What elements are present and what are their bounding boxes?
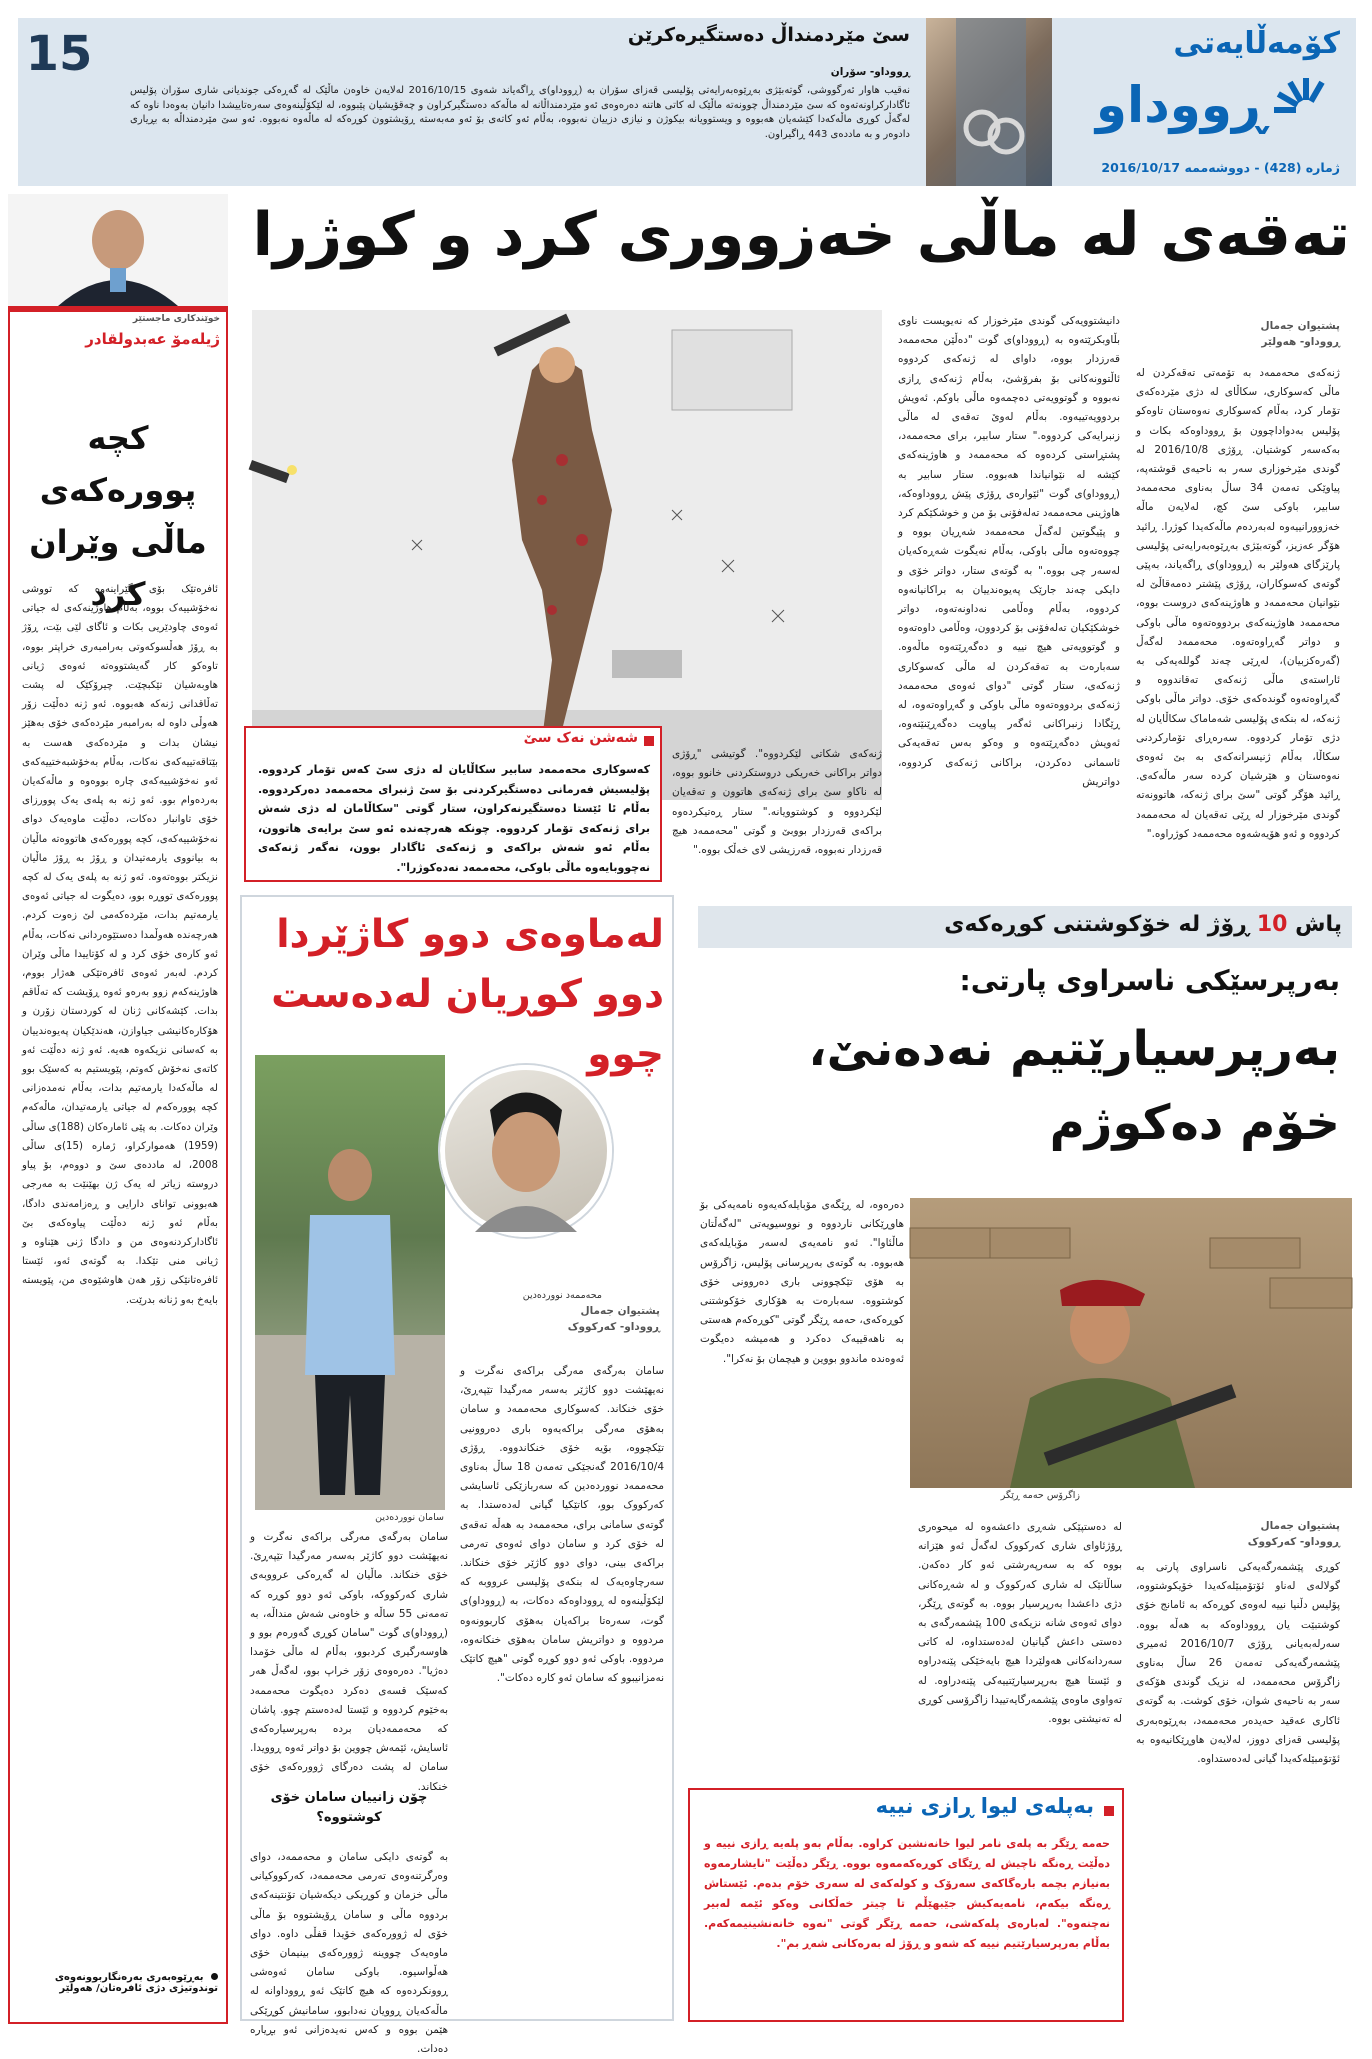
saman-photo-caption: سامان نووردەدین [375,1512,444,1523]
saman-photo [255,1055,445,1510]
brief-top-title: سێ مێردمنداڵ دەستگیرەکرێن [627,24,910,46]
brief-top-dateline: ڕووداو- سۆران [830,66,910,78]
story-two-subhead: چۆن زانییان سامان خۆی کوشتووە؟ [270,1790,428,1825]
story-two-byline [470,1303,660,1335]
quote-box [244,726,662,882]
columnist-name-bar [8,306,228,312]
quote-box-marker [644,736,654,746]
main-byline-name: پشتیوان جەمال [1260,320,1340,332]
story-three-byline-place: ڕووداو- کەرکووک [1247,1536,1340,1548]
story-three-kicker-number: 10 [1256,912,1288,937]
rank-box-title: بەپلەی لیوا ڕازی نییە [875,1794,1094,1818]
story-two-col-a: سامان بەرگەی مەرگی براکەی نەگرت و نەیهێشت دوو کاژێر بەسەر مەرگیدا تێپەڕێ، خۆی خنکاند. کەسوکاری محەممەد و سامان بەهۆی مەرگی براکەیەوە باری دەروونیی تێکچووە، بۆیە خۆی خنکاندووە. ڕۆژی 2016/10/4 گەنجێکی تەمەن 18 ساڵ بەناوی محەممەد نووردەدین کە سەربازێکی ئاسایشی کەرکووک بوو، کاتێکیا گیانی لەدەستدا. بە گوتەی سامانی برای، محەممەد بە هەڵە تەقەی لە خۆی کرد و سامان دوای ئەوەی تەرمی براکەی بینی، دوای دوو کاژێر خۆی خنکاند. سەرچاوەیەک لە بنکەی پۆلیسی عرووبە کە لێکۆڵینەوە لە ڕووداوەکە دەکات، بە (ڕووداو)ی گوت، سەرەتا براکەیان بەهۆی کاربوونەوە مردووە و دواتریش سامان بەهۆی خنکانەوە، مردووە. باوکی ئەو دوو کوڕە گوتی "هیچ کاتێک نەمزانیبوو کە سامان ئەو کارە دەکات". [460,1365,665,1685]
story-two-byline-place: ڕووداو- کەرکووک [567,1321,660,1333]
zagros-photo [910,1198,1352,1488]
bullet-icon [211,1973,218,1980]
story-three-kicker [710,912,1342,937]
story-three-subhead: بەرپرسێکی ناسراوی پارتی: [959,964,1340,997]
rank-box-marker [1104,1806,1114,1816]
story-three-kicker-prefix: پاش [1295,912,1342,937]
story-three-col-2: لە دەستپێکی شەڕی داعشەوە لە میحوەری ڕۆژئاوای شاری کەرکووک لەگەڵ ئەو هێزانە بووە کە بە سەرپەرشتی ئەو کار دەکەن. ساڵانێک لە شاری کەرکووک و لە شەڕەکانی دژی داعشدا بەرپرسیار بووە. بە گوتەی ڕێگر، دوای ئەوەی شانە نزیکەی 100 پێشمەرگەی بە دەستی داعش گیانیان لەدەستداوە، لە کاتی سەردانەکانی هەولێردا هیچ بایەخێکی پێنەدراوە و ئێستا هیچ بەرپرسیارێتییەکی پێنەدراوە. لە تەواوی ماوەی پێشمەرگایەتییدا زاگرۆسی کوڕی لە تەنیشتی بووە. [918,1521,1122,1726]
mohammed-photo-caption: محەممەد نووردەدین [522,1290,602,1301]
columnist-name: ژیلەمۆ عەبدولقادر [85,330,220,348]
main-col-2: دانیشتوویەکی گوندی مێرخوزار کە نەیویست ناوی بڵاوبکرێتەوە بە (ڕووداو)ی گوت "دەڵێن محەممەد قەرزدار بووە، داوای لە ژنەکەی کردووە ئاڵتوونەکانی بۆ بفرۆشێ، بەڵام ژنەکەی ڕازی نەبووە و گوتوویەتی دەچمەوە ماڵی باوکم. ئەویش بردوویەتییەوە. بەڵام لەوێ تەقەی لە ماڵی زنبرایەکی کردووە." ستار سابیر، برای محەممەد، پشتڕاستی کردەوە کە محەممەد و هاوژینەکەی کێشە لە نێوانیاندا هەبووە. ستار سابیر بە (ڕووداو)ی گوت "ئێوارەی ڕۆژی پێش ڕووداوەکە، هاوژینی محەممەد تەلەفۆنی بۆ من و خوشکێکم کرد و پێیگوتین لەگەڵ محەممەد شەڕیان بووە و چووەتەوە ماڵی باوکی، بەڵام نەیگوت شەڕەکەیان لەسەر چی بووە." بە گوتەی ستار، دواتر خۆی و دایکی چەند جارێک پەیوەندییان بە براکانیانەوە کردووە، بەڵام وەڵامی نەداونەتەوە، دواتر خوشکێکیان تەلەفۆنی بۆ کردوون، وەڵامی داوەتەوە و گوتوویەتی هیچ نییە و دەگەڕێتەوە ماڵەوە. سەبارەت بە تەقەکردن لە ماڵی کەسوکاری ژنەکەی، ستار گوتی "دوای ئەوەی محەممەد ژنەکەی بردووەتەوە ماڵی باوکی و گەڕاوەتەوە، لە ڕێگادا زنبراکانی ئەگەر پیاویت دەگەڕێنێتەوە، ئەویش دەگەڕێتەوە و وەکو بەس تەقەیەکی ئاسمانی دەکردن، براکانی ژنەکەی کردووە، دواتریش [898,315,1120,788]
story-three-col-1: کوڕی پێشمەرگەیەکی ناسراوی پارتی بە گولالەی لەناو ئۆتۆمبێلەکەیدا خۆیکوشتووە، پۆلیس دڵنیا نییە لەوەی کوڕەکە بە ئامانج خۆی کوشتبێت یان ڕووداوەکە بە هەڵە بووە. سەرلەبەیانی ڕۆژی 2016/10/7 ئەمیری پێشمەرگەیەکی تەمەن 26 ساڵ بەناوی زاگرۆس محەممەد، لە نزیک گوندی هۆکەی سەر بە ناحیەی شوان، خۆی کوشت. بە گوتەی ئاکاری عەقید حەیدەر محەممەد، بەڕێوەبەری پۆلیسی قەزای دووز، لەلایەن هاوڕێکانیەوە بە ئۆتۆمبێلەکەیدا گیانی لەدەستداوە. [1136,1561,1340,1766]
quote-box-text: کەسوکاری محەممەد سابیر سکاڵایان لە دژی سێ کەس تۆمار کردووە. پۆلیسیش فەرمانی دەستگیرکردنی بۆ سێ ژنبرای محەممەد دەرکردووە. بەڵام ئا ئێستا دەستگیرنەکراون، ستار گوتی "سکاڵامان لە دژی شەش برای ژنەکەی تۆمار کردووە. چونکە هەرچەندە ئەو سێ برایەی هاتوون، بەڵام ئەو شەش براکەی و ژنەکەی ئاگادار بوون، نەگەر ژنەکەی نەچووبایەوە ماڵی باوکی، محەممەد نەدەکوژرا". [258,763,650,874]
zagros-photo-caption: زاگرۆس حەمە ڕێگر [1000,1490,1080,1501]
story-two-col-c: بە گوتەی دایکی سامان و محەممەد، دوای وەرگرتنەوەی تەرمی محەممەد، کەرکووکیانی ماڵی خزمان و کوڕیکی دیکەشیان تۆنتینەکەی بردووە ماڵی و سامان ڕۆیشتووە بۆ ماڵی خۆی لە ژوورەکەی خۆیدا قفڵی داوە. دوای ماوەیەک چووینە ژوورەکەی بینیمان خۆی هەڵواسیوە. باوکی سامان ئەوەشی ڕوونکردەوە کە هیچ کاتێک ئەو ڕووداوانە لە ماڵەکەیان ڕوویان نەدابوو، سامانیش کوڕێکی هێمن بووە و کەس نەیدەزانی ئەو بڕیارە دەدات. [250,1851,448,2056]
brief-top-text: نەقیب هاوار ئەرگووشی، گوتەبێژی بەڕێوەبەرایەتی پۆلیسی قەزای سۆران بە (ڕووداو)ی ڕاگەیاند شەوی 2016/10/15 لەلایەن خاوەن ماڵێک لە گەڕەکی جوندیانی شاری سۆران پۆلیس ئاگادارکراونەتەوە کە سێ مێردمنداڵ چوونەتە ماڵێک لە کاتی هاتنە دەرەوەی ئەو مێردمنداڵانە لە ماڵەکە دەستگیرکراون و چەقۆیشیان پێبووە، لە لێکۆڵینەوەی سەرەتاییشدا دانیان بەوەدا ناوە کە لەگەڵ کوڕی ماڵەکەدا کێشەیان هەبووە و ویستوویانە بیکوژن و نیازی دزییان نەبووە، بەڵام ئەو کاتەی بۆ ئەو مەبەستە ڕۆیشتوون کوڕەکە لە ماڵەوە نەبووە. ئەو سێ مێردمنداڵە بە بڕیاری دادوەر و بە ماددەی 443 ڕاگیراون. [130,85,911,140]
issue-line: ژمارە (428) - دووشەممە 2016/10/17 [1101,160,1340,175]
columnist-footer [22,1972,218,1994]
columnist-kicker: خوێندکاری ماجستێر [132,314,220,324]
story-three-byline [1152,1518,1340,1550]
story-three-byline-name: پشتیوان جەمال [1260,1520,1340,1532]
logo-block [1050,18,1356,186]
columnist-photo [8,194,228,306]
section-label: کۆمەڵایەتی [1173,26,1340,61]
columnist-footer-text: بەڕێوەبەری بەرەنگاربوونەوەی توندوتیژی دژی ئافرەتان/ هەولێر [54,1972,218,1994]
quote-box-title: شەشن نەک سێ [523,730,638,746]
mohammed-round-photo [440,1065,612,1237]
rank-box-text: حەمە ڕێگر بە پلەی نامر لیوا خانەنشین کراوە. بەڵام بەو پلەیە ڕازی نییە و دەڵێت ڕەنگە ناچیش لە ڕێگای کوڕەکەمەوە بووە. ڕێگر دەڵێت "نایشارمەوە بەنیازم بچمە بارەگاکەی سەرۆک و کولەکەی لە سەری خۆم بدەم. ئێستاش ڕەنگە بیکەم، نامەیەکیش جێبهێڵم تا چیتر خەڵکانی وەکو ئێمە لەبیر نەچنەوە". لەبارەی پلەکەشی، حەمە ڕێگر گوتی "نەوە خانەنشینیمەکەم. بەڵام بەرپرسیارێتیم نییە کە شەو و ڕۆژ لە بەرەکانی شەڕ بم". [704,1837,1110,1950]
page-number: 15 [25,26,93,82]
main-byline-place: ڕووداو- هەولێر [1261,336,1340,348]
main-col-3: ژنەکەی شکاتی لێکردووە". گوتیشی "ڕۆژی دواتر براکانی خەریکی دروستکردنی خانوو بووە، لە ناکاو سێ برای ژنەکەی هاتوون و تەقەیان لێکردووە و کوشتوویانە." ستار ڕەتیکردەوە براکەی قەرزدار بووبێ و گوتی "محەممەد هیچ قەرزدار نەبووە، قەرزیشی لای خەڵک بووە." [672,748,882,857]
columnist-title: کچە پوورەکەی ماڵی وێران کرد [29,419,207,613]
rank-box [688,1788,1124,2022]
sunburst-icon [1270,74,1342,146]
story-two-byline-name: پشتیوان جەمال [580,1305,660,1317]
story-three-col-3: دەرەوە، لە ڕێگەی مۆبایلەکەیەوە نامەیەکی بۆ هاوڕێکانی ناردووە و نووسیویەتی "لەگەڵتان ماڵئاوا". ئەو نامەیەی لەسەر مۆبایلەکەی هەبووە. بە گوتەی بەرپرسانی پۆلیس، زاگرۆس بە هۆی تێکچوونی باری دەروونی خۆی کوشتووە. سەبارەت بە هۆکاری خۆکوشتنی کوڕەکەی، حەمە ڕێگر گوتی "کوڕەکەم هەستی بە ناهەقییەک دەکرد و هەمیشە دەیگوت ئەوەندە ماندوو بووین و هیچمان بۆ نەکرا". [700,1199,904,1365]
logo-wordmark: ڕووداو [1095,76,1266,134]
story-three-headline: بەرپرسیارێتیم نەدەنێ، خۆم دەکوژم [808,1021,1340,1151]
story-two-headline: لەماوەی دوو کاژێردا دوو کوڕیان لەدەست چوو [271,912,664,1077]
story-three-kicker-suffix: ڕۆژ لە خۆکوشتنی کوڕەکەی [944,912,1250,937]
story-two-col-b: سامان بەرگەی مەرگی براکەی نەگرت و نەیهێشت دوو کاژێر بەسەر مەرگیدا تێپەڕێ. خۆی خنکاند. ماڵیان لە گەڕەکی عرووبەی شاری کەرکووکە، باوکی ئەو دوو کوڕە کە تەمەنی 55 ساڵە و خاوەنی شەش منداڵە، بە (ڕووداو)ی گوت "سامان کوڕی گەورەم بوو و هاوسەرگیری کردبوو، بەڵام لە ماڵی خۆمدا دەژیا". دەرەوەی زۆر خراپ بوو، لەگەڵ هەر کەسێک قسەی دەکرد دەیگوت محەممەد بەخێوم کردووە و ئێستا لەدەستم چوو. پاشان کە محەممەدیان بردە بەرپرسیارەکەی ئاسایش، ئێمەش چووین بۆ دواتر ئەوە ڕوویدا. سامان لە پشت دەرگای ژوورەکەی خۆی خنکاند. [250,1531,448,1793]
main-byline [1152,318,1340,350]
columnist-text: ئافرەتێک بۆی گێراینەوە کە تووشی نەخۆشییەک بووە، بەڵام هاوژینەکەی لە جیاتی ئەوەی چاودێریی بکات و ئاگای لێی بێت، ڕۆژ بە ڕۆژ هەڵسوکەوتی بەرامبەری خراپتر بووە، تاوەکو کار گەیشتووەتە ئەوەی ژیانی هاوبەشیان تێکبچێت. چیرۆکێک لە پشت تەڵاقدانی ژنەکە هەبووە. ئەو ژنە دەڵێت زۆر هەوڵی داوە لە بەرامبەر مێردەکەی خۆی بەهێز نیشان بدات و مێردەکەی هەست بە بێتاقەتییەکەی نەکات، بەڵام بەخۆشبەختییەکەی ئەو نەخۆشییەکەی چارە بووەوە و ماڵەکەیان بەردەوام بوو. ئەو ژنە بە پلەی یەک پوورزای خۆی تاوانبار دەکات، دەڵێت ماوەیەک دوای نەخۆشییەکەی، کچە پوورەکەی هاتووەتە ماڵیان بە بیانووی یارمەتیدان و ڕۆژ بە ڕۆژ ماڵیان نزیکتر بووەتەوە. ئەو ژنە بە پلەی یەک لە کچە پوورەکەی تووڕە بوو، دەیگوت لە جیاتی ئەوەی یارمەتیم بدات، مێردەکەمی لێ زەوت کردم. هەرچەندە هەوڵمدا دەستێوەردانی نەکات، بەڵام ئەو کارەی خۆی کرد و لە کۆتاییدا ماڵی وێران کردم. لەبەر ئەوەی ئافرەتێکی هەژار بووم، هاوژینەکەم زوو بەرەو ئەوە ڕۆیشت کە تەڵاقم بدات. کێشەکانی ژنان لە کوردستان زۆرن و هۆکارەکانیشی جیاوازن، هەندێکیان پەیوەندییان بە کەسانی نزیکەوە هەیە. ئەو ژنە دەڵێت ئەو کاتەی نەخۆش کەوتم، پێویستیم بە کەسێک بوو لە ماڵەکەدا یارمەتیم بدات، بەڵام نەمدەزانی کچە پوورەکەم لە جیاتی یارمەتیدان، ماڵەکەم وێران دەکات. بە پێی ئامارەکان (188)ی ساڵی (1959) هەموارکراو، ژمارە (15)ی ساڵی 2008، لە ماددەی سێ و دووەم، بۆ پیاو دروستە زیاتر لە یەک ژن بهێنێت بە مەرجی هەبوونی توانای دارایی و ڕەزامەندی دادگا، بەڵام ئەو ژنە دەڵێت پیاوەکەی بێ ئاگادارکردنەوەی من و دادگا ژنی هێناوە و ژیانی منی تێکدا. بە گوتەی ئەو، ئێستا ئافرەتانێکی زۆر هەن هاوشێوەی من، پێویستە بایەخ بەو ژنانە بدرێت. [22,584,218,1306]
main-headline: تەقەی لە ماڵی خەزووری کرد و کوژرا [252,200,1350,270]
handcuff-photo [926,18,1052,186]
main-col-1: ژنەکەی محەممەد بە تۆمەتی تەقەکردن لە ماڵی کەسوکاری، سکاڵای لە دژی مێردەکەی تۆمار کرد، بەڵام کەسوکاری نەوەستان تاوەکو پۆلیس بەدواداچوون بۆ ڕووداوەکە بکات و بەکەسەر کوشتیان. ڕۆژی 2016/10/8 لە گوندی مێرخوزاری سەر بە ناحیەی قوشتەپە، پیاوێکی تەمەن 34 ساڵ بەناوی محەممەد سابیر، باوکی سێ کچ، لەلایەن ماڵە خەزوورانییەوە لەبەردەم ماڵەکەیدا کوژرا. ڕائید هۆگر عەزیز، گوتەبێژی بەڕێوەبەرایەتی پۆلیسی پارێزگای هەولێر بە (ڕووداو)ی ڕاگەیاند، بەپێی گوتەی کەسوکاران، ڕۆژی پێشتر دەمەقاڵێ لە نێوانیان محەممەد و هاوژینەکەی دروست بووە، محەممەد هاوژینەکەی بردووەتەوە ماڵی باوکی و دواتر گەڕاوەتەوە. محەممەد لەگەڵ (گەرەکزبیان)، لەڕێی چەند گوللەیەکی بە ئاراستەی ماڵی ژنەکەی تەقاندووە و گەڕاوەتەوە گوندەکەی خۆی. دواتر ماڵی باوکی ژنەکە، لە بنکەی پۆلیسی شەماماک سکاڵایان لە دژی تۆمار کردووە. سەرەڕای تۆمارکردنی سکاڵا، بەڵام ژنیسرانەکەی بە بێ ئەوەی نەوەستان و هێرشیان کردە سەر ماڵەکەی. ڕائید هۆگر گوتی "سێ برای ژنەکە، هاتوونەتە گوندی مێرخوزار لە ڕێی تەقەیان لە محەممەد کردووە و ئەو هۆیەشەوە محەممەد کوژراوە." [1136,367,1341,840]
